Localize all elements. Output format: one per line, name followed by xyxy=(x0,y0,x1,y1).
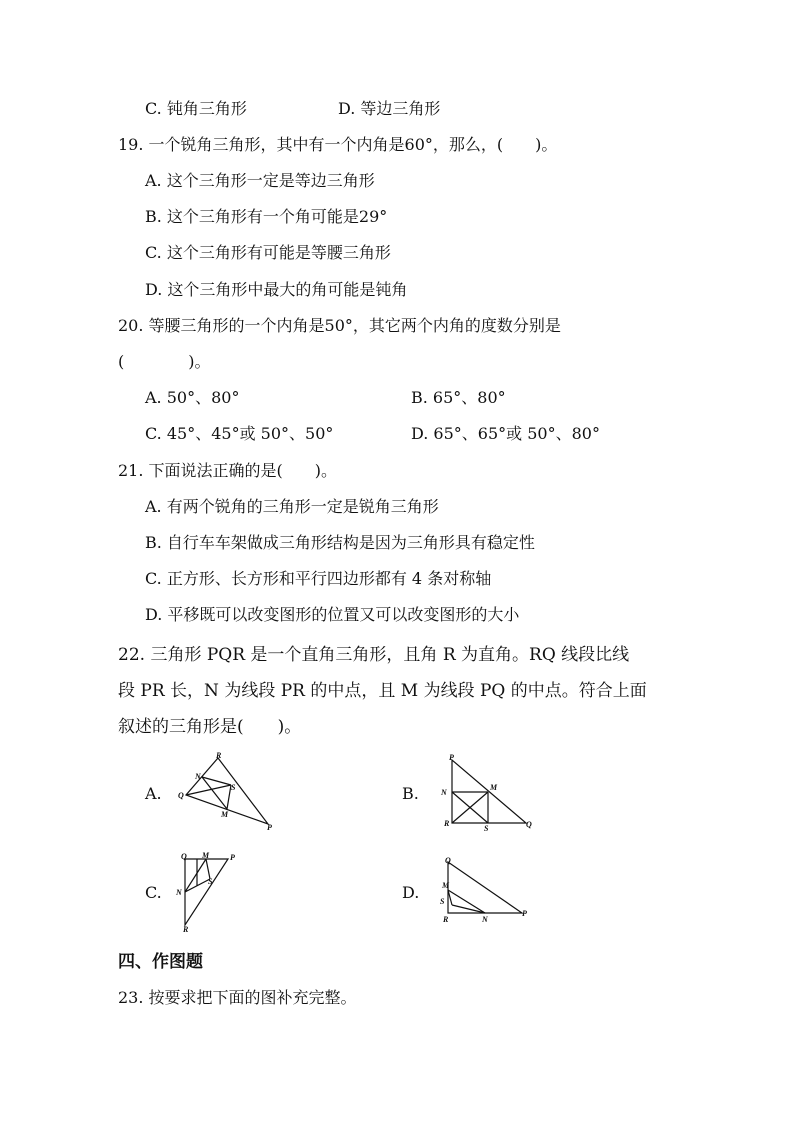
point-label: R xyxy=(444,819,450,828)
q21-option-c: C. 正方形、长方形和平行四边形都有 4 条对称轴 xyxy=(145,569,492,588)
segment-sn xyxy=(452,905,485,913)
q20-stem-line1: 20. 等腰三角形的一个内角是50°，其它两个内角的度数分别是 xyxy=(118,316,561,335)
q19-option-c: C. 这个三角形有可能是等腰三角形 xyxy=(145,243,391,262)
point-label: R xyxy=(443,915,449,924)
q21-option-b: B. 自行车车架做成三角形结构是因为三角形具有稳定性 xyxy=(145,533,535,552)
point-label: M xyxy=(202,851,210,860)
point-label: P xyxy=(267,823,272,832)
q21-option-d: D. 平移既可以改变图形的位置又可以改变图形的大小 xyxy=(145,605,520,624)
q22-stem-line3: 叙述的三角形是( )。 xyxy=(118,717,302,737)
point-label: M xyxy=(221,810,229,819)
q23-stem: 23. 按要求把下面的图补充完整。 xyxy=(118,988,357,1007)
q20-stem-line2: ( )。 xyxy=(118,352,211,371)
triangle-outline xyxy=(185,859,228,925)
point-label: S xyxy=(440,897,445,906)
point-label: Q xyxy=(178,791,184,800)
q19-stem: 19. 一个锐角三角形，其中有一个内角是60°，那么，( )。 xyxy=(118,135,558,154)
q19-option-a: A. 这个三角形一定是等边三角形 xyxy=(145,171,375,190)
q21-option-a: A. 有两个锐角的三角形一定是锐角三角形 xyxy=(145,497,439,516)
point-label: M xyxy=(490,783,498,792)
point-label: S xyxy=(231,783,236,792)
q20-option-c: C. 45°、45°或 50°、50° xyxy=(145,424,334,443)
segment-nm xyxy=(202,777,227,809)
q22-figure-d-label: D. xyxy=(402,883,420,902)
point-label: Q xyxy=(526,820,532,829)
q22-figure-c xyxy=(175,850,245,935)
point-label: R xyxy=(183,925,189,934)
point-label: M xyxy=(442,881,450,890)
q21-stem: 21. 下面说法正确的是( )。 xyxy=(118,461,338,480)
q22-figure-b-label: B. xyxy=(402,784,419,803)
q22-stem-line2: 段 PR 长，N 为线段 PR 的中点，且 M 为线段 PQ 的中点。符合上面 xyxy=(118,681,647,701)
point-label: P xyxy=(449,753,454,762)
point-label: N xyxy=(441,788,447,797)
segment-mn xyxy=(448,890,485,913)
triangle-outline xyxy=(448,862,522,913)
point-label: P xyxy=(522,909,527,918)
point-label: S xyxy=(208,877,213,886)
point-label: N xyxy=(482,915,488,924)
q22-figure-a-label: A. xyxy=(145,784,162,803)
point-label: P xyxy=(230,853,235,862)
q19-option-d: D. 这个三角形中最大的角可能是钝角 xyxy=(145,280,408,299)
q18-option-d: D. 等边三角形 xyxy=(338,99,441,118)
point-label: S xyxy=(484,824,489,833)
q22-figure-a xyxy=(175,752,280,834)
point-label: N xyxy=(176,888,182,897)
point-label: Q xyxy=(445,856,451,865)
point-label: Q xyxy=(181,852,187,861)
q22-figure-b xyxy=(438,752,538,834)
segment-ns xyxy=(202,777,231,785)
q22-figure-d xyxy=(438,850,538,930)
point-label: N xyxy=(195,772,201,781)
q20-option-d: D. 65°、65°或 50°、80° xyxy=(411,424,600,443)
q22-figure-c-label: C. xyxy=(145,883,162,902)
q20-option-b: B. 65°、80° xyxy=(411,388,506,407)
section-heading: 四、作图题 xyxy=(118,952,203,972)
q20-option-a: A. 50°、80° xyxy=(145,388,240,407)
point-label: R xyxy=(216,751,222,760)
q18-option-c: C. 钝角三角形 xyxy=(145,99,247,118)
q22-stem-line1: 22. 三角形 PQR 是一个直角三角形，且角 R 为直角。RQ 线段比线 xyxy=(118,645,630,665)
q19-option-b: B. 这个三角形有一个角可能是29° xyxy=(145,207,388,226)
segment-ms xyxy=(206,859,210,879)
